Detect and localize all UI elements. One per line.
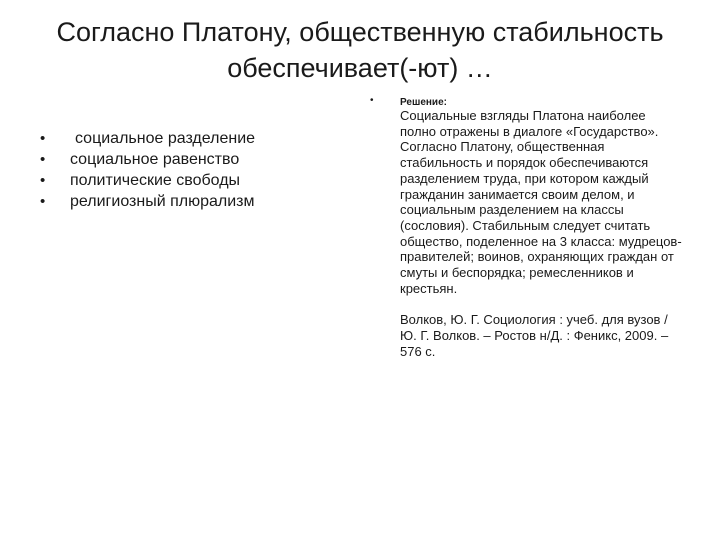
- answer-option-text: социальное равенство: [70, 151, 240, 168]
- bullet-icon: •: [40, 193, 46, 210]
- bullet-icon: •: [40, 130, 46, 147]
- question-title-line-2: обеспечивает(-ют) …: [227, 53, 493, 83]
- solution-text: [400, 108, 685, 360]
- question-title: [30, 14, 690, 86]
- answer-option: [40, 170, 255, 191]
- answer-options-list: [40, 128, 255, 212]
- answer-option-text: социальное разделение: [75, 130, 256, 147]
- answer-option: [40, 149, 255, 170]
- solution-source-citation: Волков, Ю. Г. Социология : учеб. для вузов / Ю. Г. Волков. – Ростов н/Д. : Феникс, 2009. – 576 с.: [400, 312, 669, 359]
- answer-option: [40, 191, 255, 212]
- bullet-icon: •: [40, 172, 46, 189]
- answer-option: [40, 128, 255, 149]
- bullet-icon: •: [40, 151, 46, 168]
- question-title-line-1: Согласно Платону, общественную стабильность: [56, 17, 664, 47]
- answer-option-text: политические свободы: [70, 172, 241, 189]
- solution-body: Социальные взгляды Платона наиболее полно отражены в диалоге «Государство». Согласно Платону, общественная стабильность и порядок обеспечиваются разделением труда, при котором каждый гражданин занимается своим делом, и социальным разделением на классы (сословия). Стабильным следует считать общество, поделенное на 3 класса: мудрецов-правителей; воинов, охраняющих граждан от смуты и беспорядка; ремесленников и крестьян.: [400, 108, 682, 296]
- bullet-icon: •: [370, 95, 374, 106]
- answer-option-text: религиозный плюрализм: [70, 193, 255, 210]
- solution-heading: Решение:: [400, 97, 447, 108]
